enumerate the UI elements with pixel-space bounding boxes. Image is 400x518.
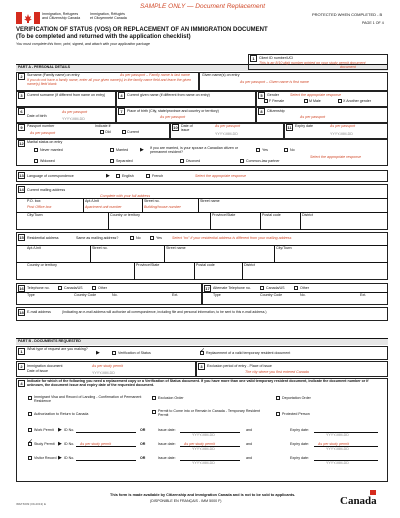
surname-label: Surname (Family name) on entry (27, 73, 80, 77)
telephone-label: Telephone no. (27, 286, 50, 290)
english-checkbox[interactable] (116, 174, 120, 178)
dept-name-fr-1: Immigration, Réfugiés (90, 12, 125, 16)
gender-hint: Select the appropriate response (290, 93, 341, 97)
id-no-label: ID No. (64, 442, 75, 446)
form-code: IMM 5009 (09-2013) E (16, 502, 47, 506)
gender-x-checkbox[interactable] (338, 99, 342, 103)
dept-name-en-1: Immigration, Refugees (42, 12, 79, 16)
common-law-checkbox[interactable] (240, 159, 244, 163)
exclusion-order-checkbox[interactable] (152, 396, 156, 400)
issue-date-label: Issue date: (158, 442, 176, 446)
tel-canada-us-checkbox[interactable] (58, 286, 62, 290)
language-label: Language of correspondence (27, 174, 74, 178)
mailing-address-hint: Complete with your full address (100, 194, 151, 198)
passport-current-checkbox[interactable] (122, 130, 126, 134)
place-of-birth-label: Place of birth (City, state/province and country or territory) (127, 109, 219, 113)
permit-row-label: Study Permit (34, 442, 55, 446)
temp-resident-permit-checkbox[interactable] (152, 410, 156, 414)
same-address-no-checkbox[interactable] (130, 236, 134, 240)
residential-hint: Select "no" if your residential address is different from your mailing address (172, 236, 292, 240)
issue-date-label: Date of issue (181, 124, 193, 133)
and-label: and (246, 442, 252, 446)
mailing-address-field[interactable] (16, 184, 388, 230)
passport-label: Passport number (27, 124, 55, 128)
document-selection-instructions: Indicate for which of the following you need a replacement copy or a Verification of Status document. If you have more than one valid temporary resident document, indicate the document number or if unknown, the document issue and expiry date of the requested document. (27, 379, 369, 388)
permit-row-label: Visitor Record (34, 456, 57, 460)
permit-row-label: Work Permit (34, 428, 54, 432)
arrow-right-icon: ▶ (96, 350, 100, 356)
never-married-checkbox[interactable] (34, 148, 38, 152)
permit-row-checkbox[interactable] (28, 428, 32, 432)
alt-tel-other-checkbox[interactable] (294, 286, 298, 290)
arrow-right-icon: ▶ (58, 441, 62, 447)
expiry-date-label: Expiry date (295, 124, 313, 128)
passport-hint: As per passport (30, 131, 56, 135)
request-type-label: What type of request are you making? (27, 347, 88, 351)
canada-flag-icon (16, 12, 40, 24)
surname-hint-2: If you do not have a family name, enter all your given name(s) in the family name field and leave the given name(s) field blank (27, 78, 192, 87)
issue-date-label: Issue date: (158, 428, 176, 432)
marital-status-label: Marital status on entry (27, 140, 63, 144)
married-checkbox[interactable] (110, 148, 114, 152)
page-number: PAGE 1 OF 4 (362, 21, 384, 25)
dob-hint: As per passport (62, 110, 88, 114)
maple-leaf-icon (370, 490, 376, 495)
exclusion-period-label: Exclusion period of entry - Place of issue (207, 364, 272, 368)
widowed-checkbox[interactable] (34, 159, 38, 163)
expiry-date-label: Expiry date: (290, 428, 309, 432)
place-of-birth-hint: As per passport (160, 115, 186, 119)
gender-female-checkbox[interactable] (264, 99, 268, 103)
footer-french: (DISPONIBLE EN FRANÇAIS - IMM 5000 F) (150, 499, 222, 503)
check-mark-icon: ✓ (200, 348, 206, 354)
language-hint: Select the appropriate response (195, 174, 246, 178)
spouse-question: If you are married, is your spouse a Canadian citizen or permanent resident? (150, 146, 239, 155)
marital-hint: Select the appropriate response (310, 155, 361, 159)
canada-wordmark: Canada (340, 495, 377, 507)
expiry-date-label: Expiry date: (290, 442, 309, 446)
citizenship-label: Citizenship (267, 109, 285, 113)
gender-label: Gender (267, 93, 279, 97)
vos-checkbox[interactable] (112, 351, 116, 355)
sample-watermark: SAMPLE ONLY — Document Replacement (140, 3, 266, 10)
divorced-checkbox[interactable] (180, 159, 184, 163)
protected-label: PROTECTED WHEN COMPLETED - B (312, 12, 383, 17)
same-address-yes-checkbox[interactable] (150, 236, 154, 240)
footer-notice: This form is made available by Citizenship and Immigration Canada and is not to be sold to applicants. (110, 493, 296, 497)
mailing-address-label: Current mailing address (27, 188, 66, 192)
study-permit-hint: As per study permit (80, 442, 111, 446)
alt-tel-canada-us-checkbox[interactable] (260, 286, 264, 290)
form-title: VERIFICATION OF STATUS (VOS) OR REPLACEMENT OF AN IMMIGRATION DOCUMENT (16, 27, 268, 33)
form-note: You must complete this form, print, signed, and attach with your application package (16, 42, 150, 46)
protected-person-checkbox[interactable] (276, 412, 280, 416)
or-label: OR (140, 442, 146, 446)
or-label: OR (140, 428, 146, 432)
dept-name-en-2: and Citizenship Canada (42, 16, 81, 20)
residential-address-label: Residential address (27, 236, 59, 240)
form-subtitle: (To be completed and returned with the application checklist) (16, 34, 191, 40)
tel-other-checkbox[interactable] (92, 286, 96, 290)
and-label: and (246, 456, 252, 460)
current-surname-label: Current surname (if different from name on entry) (27, 93, 106, 97)
french-checkbox[interactable] (146, 174, 150, 178)
part-a-heading: PART A - PERSONAL DETAILS (18, 65, 71, 69)
given-name-label: Given name(s) on entry (202, 73, 240, 77)
email-note: (Indicating an e-mail address will authorize all correspondence, including file and personal information, to be sent to this e-mail address.) (62, 310, 267, 314)
surname-hint: As per passport – Family name is last name (120, 73, 190, 77)
client-id-hint: This is an 8/10 digit number printed on your study permit document (259, 61, 366, 65)
arrow-right-icon: ▶ (140, 147, 144, 153)
immigrant-visa-checkbox[interactable] (28, 396, 32, 400)
and-label: and (246, 428, 252, 432)
arrow-right-icon: ▶ (106, 173, 110, 179)
client-id-label: Client ID number/UCI (259, 56, 294, 60)
immigration-document-label: Immigration document (27, 364, 63, 368)
spouse-no-checkbox[interactable] (284, 148, 288, 152)
citizenship-hint: As per passport (300, 115, 326, 119)
id-no-label: ID No. (64, 428, 75, 432)
spouse-yes-checkbox[interactable] (256, 148, 260, 152)
separated-checkbox[interactable] (110, 159, 114, 163)
id-no-label: ID No. (64, 456, 75, 460)
dob-label: Date of birth (27, 114, 47, 118)
passport-old-checkbox[interactable] (100, 130, 104, 134)
expiry-date-label: Expiry date: (290, 456, 309, 460)
arrow-right-icon: ▶ (58, 455, 62, 461)
check-mark-icon: ✓ (28, 439, 34, 445)
authorization-return-checkbox[interactable] (28, 412, 32, 416)
dept-name-fr-2: et Citoyenneté Canada (90, 16, 127, 20)
deportation-order-checkbox[interactable] (276, 396, 280, 400)
permit-row-checkbox[interactable] (28, 456, 32, 460)
issue-date-label: Issue date: (158, 456, 176, 460)
gender-male-checkbox[interactable] (304, 99, 308, 103)
current-given-name-label: Current given name (if different from name on entry) (127, 93, 210, 97)
given-name-hint: As per passport – Given name is first name (240, 80, 309, 84)
email-label: E-mail address (27, 310, 51, 314)
arrow-right-icon: ▶ (58, 427, 62, 433)
part-b-heading: PART B - DOCUMENTS REQUESTED (18, 339, 81, 343)
or-label: OR (140, 456, 146, 460)
alt-telephone-label: Alternate Telephone no. (213, 286, 251, 290)
